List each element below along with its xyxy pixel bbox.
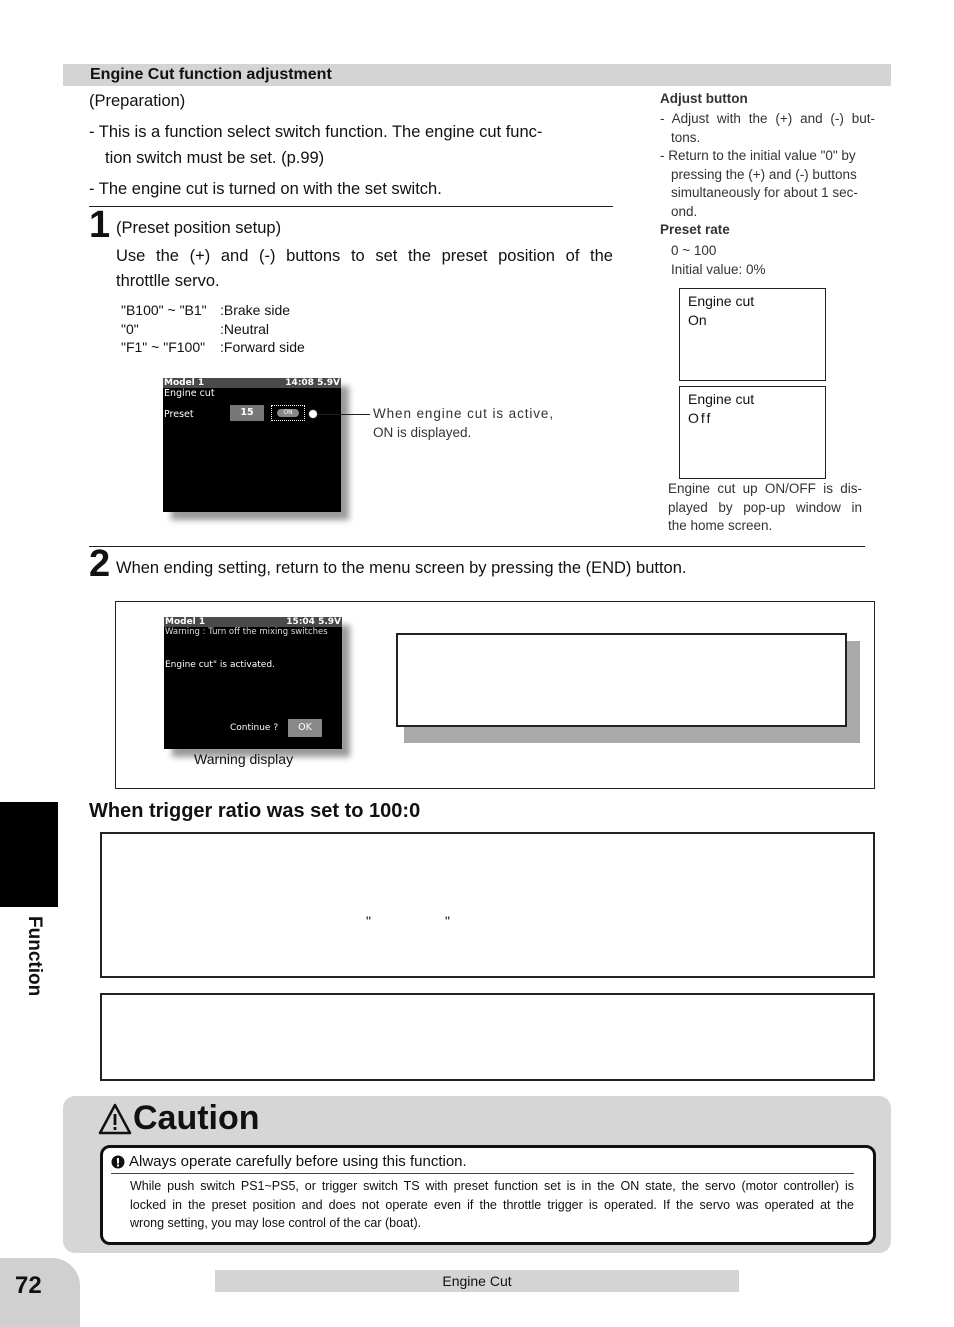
- callout-line: [318, 414, 370, 415]
- screen-status: 14:08 5.9V: [285, 378, 340, 388]
- model-name: Model 1: [164, 378, 205, 388]
- popup-state: Off: [688, 410, 713, 426]
- step-1-text-line2: throttlle servo.: [116, 272, 220, 290]
- caution-body-line: locked in the preset position and does not operate even if the throttle trigger is operated. If the servo was operated at the: [130, 1197, 854, 1212]
- quote-close: ": [445, 913, 450, 929]
- callout-text-line2: ON is displayed.: [373, 425, 472, 440]
- screen-header: [163, 378, 341, 388]
- range-value: "F1" ~ "F100": [121, 339, 206, 355]
- page-number: 72: [15, 1272, 42, 1299]
- screen-header: [164, 617, 342, 627]
- warning-caption: Warning display: [194, 751, 294, 767]
- adjust-note-line: - Return to the initial value "0" by: [660, 148, 856, 163]
- preset-rate-initial: Initial value: 0%: [671, 262, 766, 277]
- range-value: "B100" ~ "B1": [121, 302, 207, 318]
- preset-value-button[interactable]: 15: [230, 405, 264, 421]
- caution-divider: [111, 1173, 854, 1174]
- range-desc: :Brake side: [220, 302, 291, 318]
- range-desc: :Forward side: [220, 339, 305, 355]
- range-row: [121, 301, 305, 320]
- preset-rate-range: 0 ~ 100: [671, 243, 717, 258]
- trigger-box-2: [100, 993, 875, 1081]
- on-indicator-frame: [271, 405, 305, 421]
- preset-rate-heading: Preset rate: [660, 222, 730, 237]
- activated-message: Engine cut" is activated.: [165, 660, 275, 670]
- screen-status: 15:04 5.9V: [286, 617, 341, 627]
- trigger-heading: When trigger ratio was set to 100:0: [89, 800, 421, 822]
- screen-title: Engine cut: [164, 388, 215, 399]
- adjust-note-line: - Adjust with the (+) and (-) but-: [660, 111, 875, 126]
- caution-body: [130, 1177, 854, 1233]
- range-row: [121, 320, 305, 339]
- range-row: [121, 338, 305, 357]
- popup-note-line: played by pop-up window in: [668, 499, 862, 515]
- footer-label: Engine Cut: [442, 1273, 512, 1289]
- range-value: "0": [121, 320, 139, 337]
- on-indicator: ON: [277, 409, 299, 417]
- adjust-note-line: simultaneously for about 1 sec-: [671, 185, 858, 200]
- range-list: [121, 301, 305, 357]
- preparation-label: (Preparation): [89, 92, 186, 110]
- step-1-title: (Preset position setup): [116, 219, 282, 237]
- caution-body-line: wrong setting, you may lose control of the car (boat).: [130, 1216, 422, 1230]
- step-1-text-line1: Use the (+) and (-) buttons to set the preset position of the: [116, 247, 613, 265]
- callout-dot: [308, 409, 318, 419]
- continue-prompt: Continue ?: [230, 723, 279, 733]
- adjust-button-heading: Adjust button: [660, 91, 748, 106]
- trigger-box: [100, 832, 875, 978]
- popup-state: On: [688, 312, 707, 328]
- callout-text-line1: When engine cut is active,: [373, 406, 554, 421]
- caution-body-line: While push switch PS1~PS5, or trigger switch TS with preset function set is in the ON state, the servo (motor controller) is: [130, 1179, 854, 1193]
- side-tab-label: Function: [24, 916, 45, 997]
- popup-engine-cut-on: [679, 288, 826, 381]
- popup-engine-cut-off: [679, 386, 826, 479]
- side-tab-black: [0, 802, 58, 907]
- section-title: Engine Cut function adjustment: [90, 66, 332, 83]
- popup-title: Engine cut: [688, 391, 755, 407]
- caution-title: Caution: [133, 1099, 260, 1137]
- popup-note-line: Engine cut up ON/OFF is dis-: [668, 481, 862, 496]
- popup-title: Engine cut: [688, 293, 755, 309]
- model-name: Model 1: [165, 617, 206, 627]
- popup-note: [668, 480, 862, 536]
- side-tab-label-wrap: [22, 916, 46, 1016]
- preparation-item-1: - This is a function select switch function. The engine cut func-: [89, 123, 543, 141]
- ok-button[interactable]: OK: [288, 719, 322, 737]
- note-box: [396, 633, 847, 727]
- popup-note-line: the home screen.: [668, 518, 773, 533]
- quote-open: ": [366, 913, 371, 929]
- warning-screen: [164, 617, 342, 749]
- adjust-note-line: ond.: [671, 203, 698, 219]
- adjust-button-notes: [660, 110, 875, 221]
- adjust-note-line: pressing the (+) and (-) buttons: [671, 166, 857, 182]
- range-desc: :Neutral: [220, 320, 270, 337]
- adjust-note-line: tons.: [671, 129, 701, 145]
- warning-triangle-icon: [98, 1103, 132, 1135]
- caution-headline: Always operate carefully before using this function.: [129, 1153, 467, 1170]
- warning-message: Warning : Turn off the mixing switches: [165, 627, 328, 637]
- step-1-number: 1: [89, 204, 111, 246]
- preparation-item-2: - The engine cut is turned on with the set switch.: [89, 180, 442, 198]
- step-2-number: 2: [89, 543, 111, 585]
- step-2-text: When ending setting, return to the menu screen by pressing the (END) button.: [116, 559, 687, 577]
- divider: [89, 546, 865, 547]
- exclamation-circle-icon: [111, 1155, 125, 1169]
- preparation-item-1-cont: tion switch must be set. (p.99): [105, 149, 325, 167]
- preset-label: Preset: [164, 409, 194, 420]
- engine-cut-screen: [163, 378, 341, 512]
- divider: [89, 206, 613, 207]
